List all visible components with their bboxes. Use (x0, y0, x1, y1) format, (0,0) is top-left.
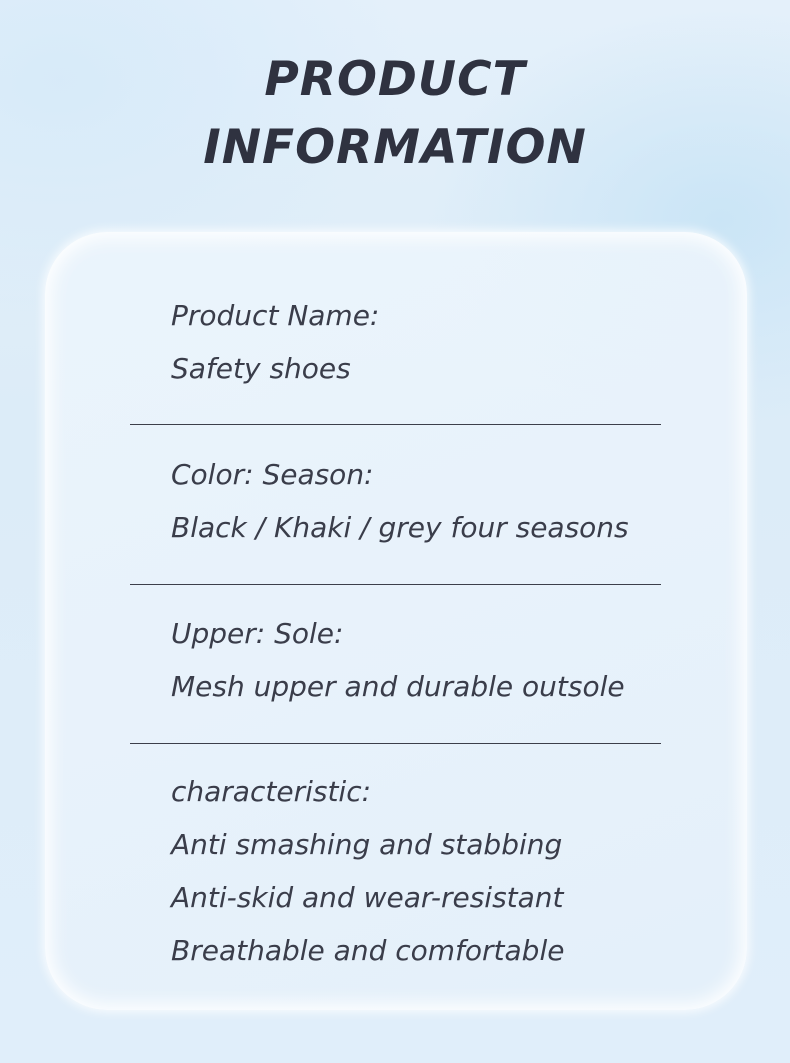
characteristic-item: Breathable and comfortable (171, 934, 565, 967)
characteristic-item: Anti-skid and wear-resistant (171, 881, 564, 914)
color-season-section (171, 448, 711, 554)
color-season-value: Black / Khaki / grey four seasons (171, 511, 629, 544)
characteristic-label: characteristic: (171, 775, 372, 808)
upper-sole-label: Upper: Sole: (171, 617, 344, 650)
product-name-value: Safety shoes (171, 352, 351, 385)
section-divider (130, 743, 661, 744)
page-title-line-1: PRODUCT (264, 52, 526, 107)
upper-sole-section (171, 607, 711, 713)
section-divider (130, 424, 661, 425)
characteristic-item: Anti smashing and stabbing (171, 828, 563, 861)
section-divider (130, 584, 661, 585)
color-season-label: Color: Season: (171, 458, 374, 491)
upper-sole-value: Mesh upper and durable outsole (171, 670, 625, 703)
product-name-label: Product Name: (171, 299, 380, 332)
page-title-line-2: INFORMATION (203, 120, 587, 175)
characteristic-section (171, 765, 711, 977)
product-name-section (171, 289, 711, 395)
